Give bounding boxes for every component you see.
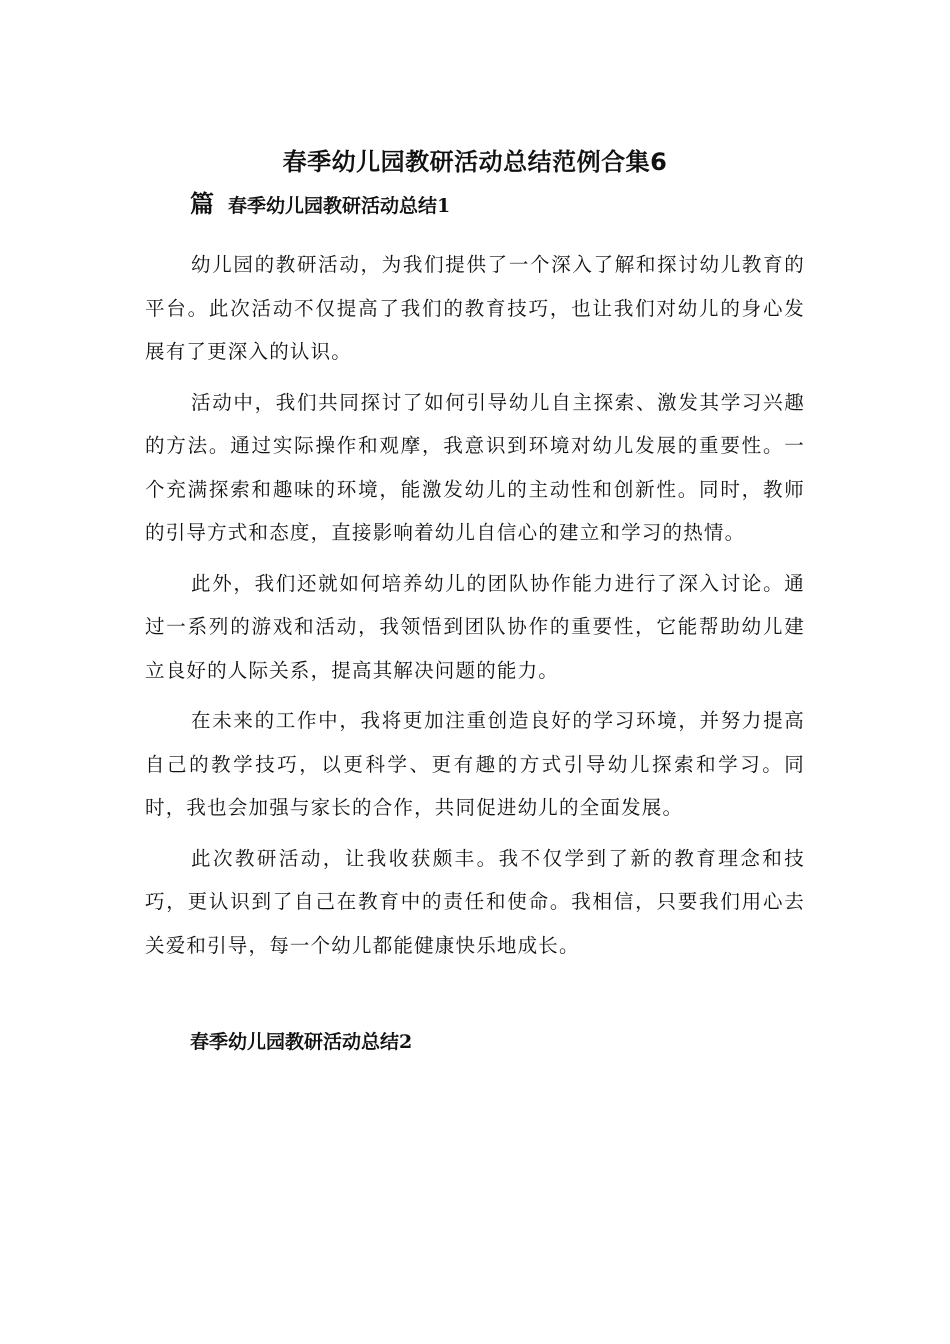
paragraph-2: 活动中，我们共同探讨了如何引导幼儿自主探索、激发其学习兴趣的方法。通过实际操作和观摩，我意识到环境对幼儿发展的重要性。一个充满探索和趣味的环境，能激发幼儿的主动性和创新性。同时，教师的引导方式和态度，直接影响着幼儿自信心的建立和学习的热情。 bbox=[145, 390, 805, 544]
paragraph-4: 在未来的工作中，我将更加注重创造良好的学习环境，并努力提高自己的教学技巧，以更科学、更有趣的方式引导幼儿探索和学习。同时，我也会加强与家长的合作，共同促进幼儿的全面发展。 bbox=[145, 709, 805, 819]
paragraph-3: 此外，我们还就如何培养幼儿的团队协作能力进行了深入讨论。通过一系列的游戏和活动，我领悟到团队协作的重要性，它能帮助幼儿建立良好的人际关系，提高其解决问题的能力。 bbox=[145, 571, 805, 682]
section-heading-1 bbox=[190, 188, 450, 222]
body-text bbox=[145, 243, 805, 967]
document-title: 春季幼儿园教研活动总结范例合集6 bbox=[282, 148, 668, 176]
paragraph-1: 幼儿园的教研活动，为我们提供了一个深入了解和探讨幼儿教育的平台。此次活动不仅提高了我们的教育技巧，也让我们对幼儿的身心发展有了更深入的认识。 bbox=[145, 253, 805, 363]
section-heading-2: 春季幼儿园教研活动总结2 bbox=[190, 1031, 413, 1053]
section-heading-1-text: 春季幼儿园教研活动总结1 bbox=[228, 195, 451, 217]
paragraph-5: 此次教研活动，让我收获颇丰。我不仅学到了新的教育理念和技巧，更认识到了自己在教育中的责任和使命。我相信，只要我们用心去关爱和引导，每一个幼儿都能健康快乐地成长。 bbox=[145, 846, 805, 957]
section-prefix: 篇 bbox=[190, 190, 214, 218]
